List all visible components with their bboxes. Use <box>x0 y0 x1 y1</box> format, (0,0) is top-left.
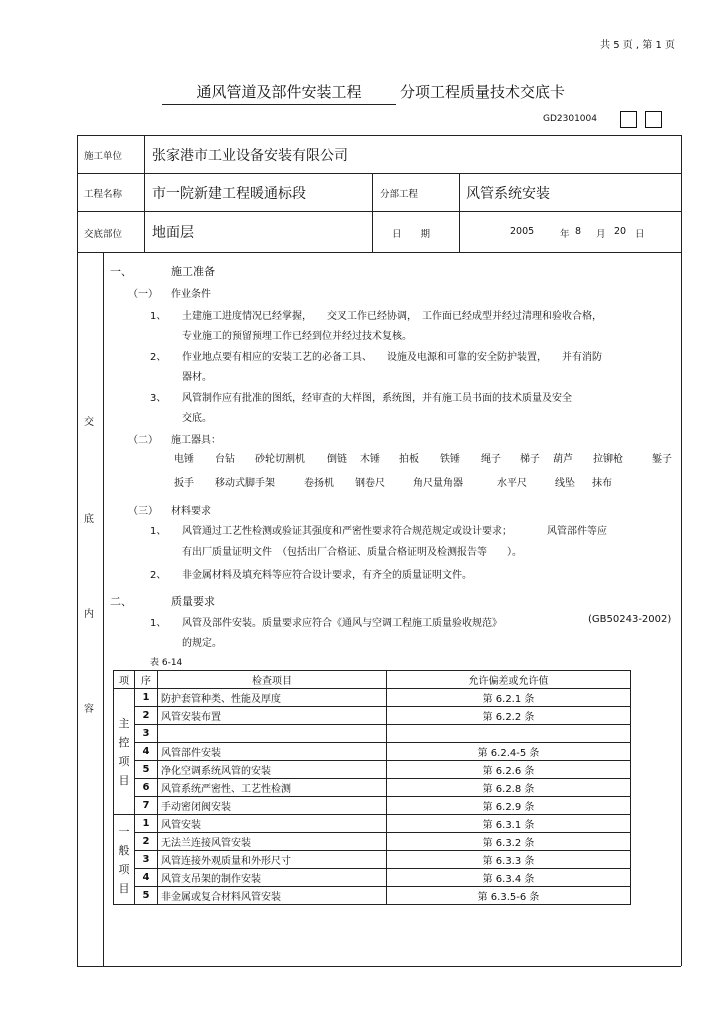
row-item: 无法兰连接风管安装 <box>158 833 387 851</box>
item-text: 专业施工的预留预埋工作已经到位并经过技术复核。 <box>182 331 412 342</box>
item-text: 风管及部件安装。质量要求应符合《通风与空调工程施工质量验收规范》 <box>182 618 502 629</box>
group-label: 主 控 项 目 <box>114 689 135 815</box>
row-item: 风管支吊架的制作安装 <box>158 869 387 887</box>
sub1-title: 作业条件 <box>171 289 211 300</box>
side-label-char: 底 <box>84 514 94 525</box>
tool-item: 移动式脚手架 <box>215 478 275 489</box>
tool-item: 角尺量角器 <box>413 478 463 489</box>
column-header: 项 <box>114 671 135 689</box>
subproject-label: 分部工程 <box>380 189 419 200</box>
row-seq: 2 <box>135 833 158 851</box>
item-number: 1、 <box>150 526 167 537</box>
table-row <box>114 761 631 779</box>
table-row <box>114 743 631 761</box>
row-item: 风管系统严密性、工艺性检测 <box>158 779 387 797</box>
tool-item: 水平尺 <box>497 478 527 489</box>
row-value: 第 6.3.3 条 <box>387 851 631 869</box>
table-row <box>114 869 631 887</box>
item-text: 作业地点要有相应的安装工艺的必备工具、 设施及电源和可靠的安全防护装置， 并有消防 <box>182 352 602 363</box>
table-row <box>114 707 631 725</box>
item-text: 风管制作应有批准的图纸，经审查的大样图，系统图，并有施工员书面的技术质量及安全 <box>182 393 572 404</box>
tool-item: 抹布 <box>592 478 612 489</box>
unit-value: 张家港市工业设备安装有限公司 <box>152 148 348 164</box>
tool-item: 钢卷尺 <box>355 478 385 489</box>
column-header: 允许偏差或允许值 <box>387 671 631 689</box>
section2-number: 二、 <box>110 595 132 608</box>
tool-item: 拉铆枪 <box>593 454 623 465</box>
tool-item: 卷扬机 <box>304 478 334 489</box>
row-seq: 6 <box>135 779 158 797</box>
row-value <box>387 725 631 743</box>
standard-code: (GB50243-2002) <box>588 614 672 625</box>
row-item: 防护套管种类、性能及厚度 <box>158 689 387 707</box>
item-number: 2、 <box>150 570 167 581</box>
sub3-title: 材料要求 <box>171 506 211 517</box>
row-value: 第 6.2.9 条 <box>387 797 631 815</box>
checkbox-1[interactable] <box>620 111 637 128</box>
section1-number: 一、 <box>110 265 132 278</box>
section2-title: 质量要求 <box>171 595 215 608</box>
project-label: 工程名称 <box>84 189 123 200</box>
row-value: 第 6.2.6 条 <box>387 761 631 779</box>
column-header: 检查项目 <box>158 671 387 689</box>
tool-item: 葫芦 <box>553 454 573 465</box>
tool-item: 线坠 <box>555 478 575 489</box>
tool-item: 台钻 <box>215 454 235 465</box>
table-row <box>114 887 631 905</box>
date-month-unit: 月 <box>596 229 606 240</box>
location-label: 交底部位 <box>84 229 123 240</box>
sub1-number: （一） <box>128 289 158 300</box>
table-row <box>114 689 631 707</box>
row-seq: 3 <box>135 851 158 869</box>
row-item: 风管部件安装 <box>158 743 387 761</box>
page-number: 共 5 页 , 第 1 页 <box>600 40 675 51</box>
quality-table <box>113 670 631 905</box>
row-seq: 7 <box>135 797 158 815</box>
row-seq: 5 <box>135 887 158 905</box>
date-day-unit: 日 <box>635 229 645 240</box>
row-value: 第 6.2.4-5 条 <box>387 743 631 761</box>
tool-item: 绳子 <box>481 454 501 465</box>
row-item: 风管连接外观质量和外形尺寸 <box>158 851 387 869</box>
column-header: 序 <box>135 671 158 689</box>
checkbox-2[interactable] <box>645 111 662 128</box>
group-label: 一 般 项 目 <box>114 815 135 905</box>
tool-item: 木锤 <box>360 454 380 465</box>
document-title: 分项工程质量技术交底卡 <box>400 83 566 101</box>
sub3-number: （三） <box>128 506 158 517</box>
row-seq: 4 <box>135 743 158 761</box>
row-item <box>158 725 387 743</box>
side-label-char: 容 <box>84 704 94 715</box>
table-caption: 表 6-14 <box>150 658 183 668</box>
table-header-row <box>114 671 631 689</box>
tool-item: 铁锤 <box>440 454 460 465</box>
row-value: 第 6.2.2 条 <box>387 707 631 725</box>
tool-item: 砂轮切割机 <box>255 454 305 465</box>
row-seq: 1 <box>135 689 158 707</box>
tool-item: 扳手 <box>174 478 194 489</box>
item-text: 有出厂质量证明文件 （包括出厂合格证、质量合格证明及检测报告等 ）。 <box>182 547 522 558</box>
item-text: 风管通过工艺性检测或验证其强度和严密性要求符合规范规定或设计要求； 风管部件等应 <box>182 526 607 537</box>
tool-item: 电锤 <box>174 454 194 465</box>
row-item: 风管安装布置 <box>158 707 387 725</box>
project-value: 市一院新建工程暖通标段 <box>152 186 306 202</box>
row-seq: 4 <box>135 869 158 887</box>
location-value: 地面层 <box>152 225 194 241</box>
row-value: 第 6.3.1 条 <box>387 815 631 833</box>
table-row <box>114 851 631 869</box>
row-item: 手动密闭阀安装 <box>158 797 387 815</box>
section1-title: 施工准备 <box>171 265 215 278</box>
row-seq: 1 <box>135 815 158 833</box>
row-seq: 2 <box>135 707 158 725</box>
row-item: 风管安装 <box>158 815 387 833</box>
item-number: 1、 <box>150 311 167 322</box>
side-label-char: 内 <box>84 609 94 620</box>
row-item: 非金属或复合材料风管安装 <box>158 887 387 905</box>
row-value: 第 6.3.5-6 条 <box>387 887 631 905</box>
date-label: 日 期 <box>392 229 431 240</box>
row-value: 第 6.2.1 条 <box>387 689 631 707</box>
item-text: 非金属材料及填充料等应符合设计要求，有齐全的质量证明文件。 <box>182 570 472 581</box>
tool-item: 拍板 <box>399 454 419 465</box>
tool-item: 梯子 <box>520 454 540 465</box>
table-row <box>114 833 631 851</box>
table-row <box>114 779 631 797</box>
row-value: 第 6.3.4 条 <box>387 869 631 887</box>
sub2-title: 施工器具： <box>171 435 221 446</box>
tool-item: 倒链 <box>327 454 347 465</box>
subproject-value: 风管系统安装 <box>466 186 550 202</box>
table-row <box>114 725 631 743</box>
date-year-unit: 年 <box>560 229 570 240</box>
item-number: 3、 <box>150 393 167 404</box>
row-value: 第 6.3.2 条 <box>387 833 631 851</box>
row-seq: 3 <box>135 725 158 743</box>
unit-label: 施工单位 <box>84 151 123 162</box>
project-title: 通风管道及部件安装工程 <box>162 81 396 105</box>
item-text: 土建施工进度情况已经掌握， 交叉工作已经协调， 工作面已经成型并经过清理和验收合格， <box>182 311 602 322</box>
date-month: 8 <box>575 226 582 237</box>
table-row <box>114 797 631 815</box>
document-code: GD2301004 <box>543 114 597 124</box>
item-text: 交底。 <box>182 413 212 424</box>
row-value: 第 6.2.8 条 <box>387 779 631 797</box>
item-text: 的规定。 <box>182 638 222 649</box>
date-year: 2005 <box>510 226 535 237</box>
item-number: 1、 <box>150 618 167 629</box>
table-row <box>114 815 631 833</box>
side-label-char: 交 <box>84 417 94 428</box>
date-day: 20 <box>614 226 627 237</box>
tool-item: 錾子 <box>652 454 672 465</box>
row-seq: 5 <box>135 761 158 779</box>
row-item: 净化空调系统风管的安装 <box>158 761 387 779</box>
item-number: 2、 <box>150 352 167 363</box>
sub2-number: （二） <box>128 435 158 446</box>
item-text: 器材。 <box>182 372 212 383</box>
